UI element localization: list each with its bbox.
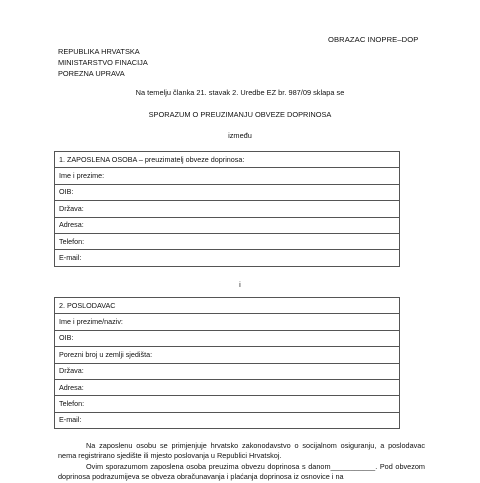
employee-oib-field[interactable]: OIB: (55, 184, 400, 200)
employee-phone-field[interactable]: Telefon: (55, 233, 400, 249)
employer-heading: 2. POSLODAVAC (55, 298, 400, 314)
employer-field-row[interactable] (55, 363, 400, 379)
employer-field-row[interactable] (55, 347, 400, 363)
employer-field-row[interactable] (55, 396, 400, 412)
employee-field-row[interactable] (55, 201, 400, 217)
employer-phone-field[interactable]: Telefon: (55, 396, 400, 412)
employer-field-row[interactable] (55, 379, 400, 395)
agreement-title: SPORAZUM O PREUZIMANJU OBVEZE DOPRINOSA (148, 110, 332, 119)
employee-section (54, 151, 400, 267)
form-code: OBRAZAC INOPRE–DOP (328, 35, 419, 44)
employee-field-row[interactable] (55, 250, 400, 266)
employee-field-row[interactable] (55, 233, 400, 249)
employee-heading-row (55, 152, 400, 168)
employer-name-field[interactable]: Ime i prezime/naziv: (55, 314, 400, 330)
legal-basis: Na temelju članka 21. stavak 2. Uredbe EZ br. 987/09 sklapa se (135, 88, 345, 97)
employer-tax-number-field[interactable]: Porezni broj u zemlji sjedišta: (55, 347, 400, 363)
employee-address-field[interactable]: Adresa: (55, 217, 400, 233)
employee-country-field[interactable]: Država: (55, 201, 400, 217)
employee-field-row[interactable] (55, 217, 400, 233)
employer-country-field[interactable]: Država: (55, 363, 400, 379)
authority-line-ministry: MINISTARSTVO FINACIJA (58, 58, 148, 67)
employee-field-row[interactable] (55, 168, 400, 184)
employer-field-row[interactable] (55, 412, 400, 428)
employee-heading: 1. ZAPOSLENA OSOBA – preuzimatelj obveze doprinosa: (55, 152, 400, 168)
body-paragraph-legislation: Na zaposlenu osobu se primjenjuje hrvatsko zakonodavstvo o socijalnom osiguranju, a poslodavac nema registrirano sjedište ili mjesto poslovanja u Republici Hrvatskoj. (58, 441, 425, 461)
body-paragraph-obligation: Ovim sporazumom zaposlena osoba preuzima obvezu doprinosa s danom___________. Pod obvezom doprinosa podrazumijeva se obveza obračunavanja i plaćanja doprinosa iz osnovice i na (58, 462, 425, 482)
issuing-authority (58, 46, 148, 79)
conjunction-and: i (239, 280, 241, 289)
employer-email-field[interactable]: E-mail: (55, 412, 400, 428)
employer-heading-row (55, 298, 400, 314)
employer-field-row[interactable] (55, 314, 400, 330)
employer-oib-field[interactable]: OIB: (55, 330, 400, 346)
authority-line-tax-administration: POREZNA UPRAVA (58, 69, 125, 78)
employer-section (54, 297, 400, 429)
employer-field-row[interactable] (55, 330, 400, 346)
authority-line-country: REPUBLIKA HRVATSKA (58, 47, 140, 56)
employer-address-field[interactable]: Adresa: (55, 379, 400, 395)
employee-name-field[interactable]: Ime i prezime: (55, 168, 400, 184)
employee-email-field[interactable]: E-mail: (55, 250, 400, 266)
between-label: između (228, 131, 252, 140)
employee-field-row[interactable] (55, 184, 400, 200)
